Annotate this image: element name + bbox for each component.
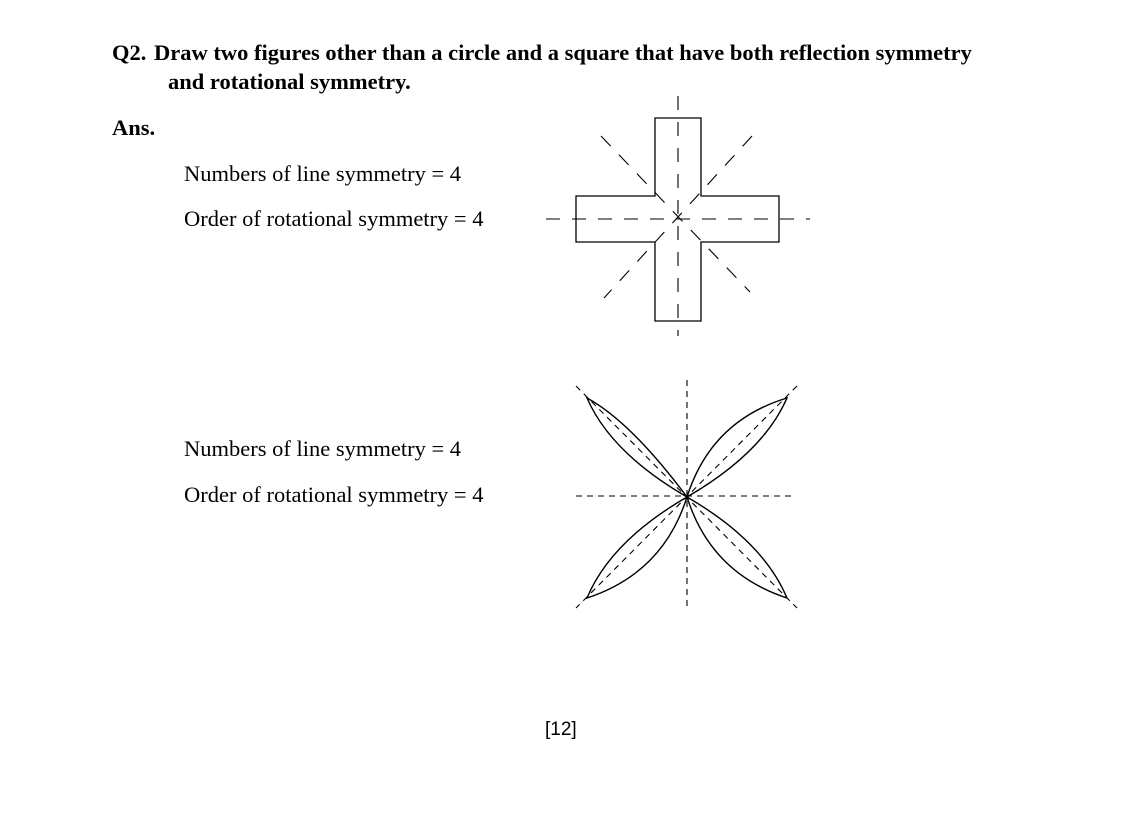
cross-rotational-symmetry-text: Order of rotational symmetry = 4 [184,206,484,231]
flower-line-symmetry-text: Numbers of line symmetry = 4 [184,436,462,461]
question-number: Q2. [112,40,147,65]
question-text-line-1: Draw two figures other than a circle and a square that have both reflection symmetry [154,40,972,65]
question-text-line-2: and rotational symmetry. [168,69,411,94]
flower-rotational-symmetry-text: Order of rotational symmetry = 4 [184,482,484,507]
page-number: [12] [545,719,577,740]
answer-label: Ans. [112,115,156,140]
cross-line-symmetry-text: Numbers of line symmetry = 4 [184,161,462,186]
